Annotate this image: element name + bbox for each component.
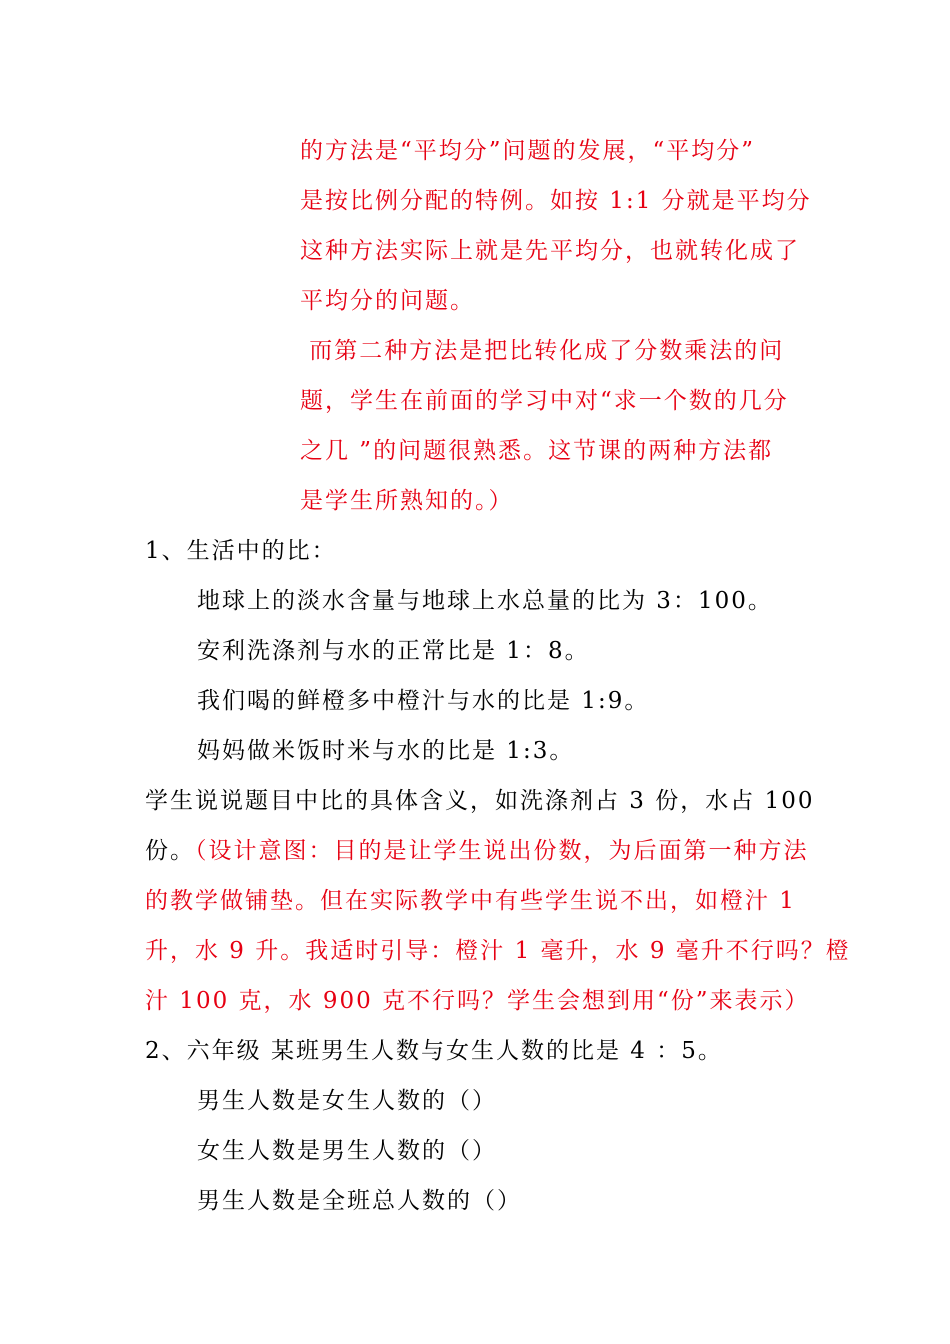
list-item: 地球上的淡水含量与地球上水总量的比为 3：100。 (197, 588, 773, 614)
note-line: 题，学生在前面的学习中对“求一个数的几分 (300, 388, 789, 414)
design-intent-text: （设计意图：目的是让学生说出份数，为后面第一种方法 (195, 838, 809, 864)
note-line: 平均分的问题。 (300, 288, 475, 314)
note-line: 的方法是“平均分”问题的发展，“平均分” (300, 138, 756, 164)
note-line: 这种方法实际上就是先平均分，也就转化成了 (300, 238, 800, 264)
design-intent-line: 的教学做铺垫。但在实际教学中有些学生说不出，如橙汁 1 (145, 888, 796, 914)
note-line: 是学生所熟知的。） (300, 488, 514, 514)
section-heading: 2、六年级 某班男生人数与女生人数的比是 4 ：5。 (145, 1038, 723, 1064)
paragraph-line: 学生说说题目中比的具体含义，如洗涤剂占 3 份，水占 100 (145, 788, 815, 814)
design-intent-line: 汁 100 克，水 900 克不行吗？学生会想到用“份”来表示） (145, 988, 810, 1014)
question-item: 男生人数是全班总人数的（） (197, 1188, 522, 1214)
paragraph-line (145, 836, 809, 866)
list-item: 我们喝的鲜橙多中橙汁与水的比是 1:9。 (197, 688, 650, 714)
list-item: 妈妈做米饭时米与水的比是 1:3。 (197, 738, 575, 764)
design-intent-line: 升，水 9 升。我适时引导：橙汁 1 毫升，水 9 毫升不行吗？橙 (145, 938, 851, 964)
question-item: 男生人数是女生人数的（） (197, 1088, 497, 1114)
note-line: 而第二种方法是把比转化成了分数乘法的问 (300, 338, 785, 364)
paragraph-text: 份。 (145, 838, 195, 864)
note-line: 是按比例分配的特例。如按 1:1 分就是平均分 (300, 188, 812, 214)
section-heading: 1、生活中的比： (145, 538, 337, 564)
question-item: 女生人数是男生人数的（） (197, 1138, 497, 1164)
note-line: 之几 ”的问题很熟悉。这节课的两种方法都 (300, 438, 774, 464)
list-item: 安利洗涤剂与水的正常比是 1：8。 (197, 638, 590, 664)
